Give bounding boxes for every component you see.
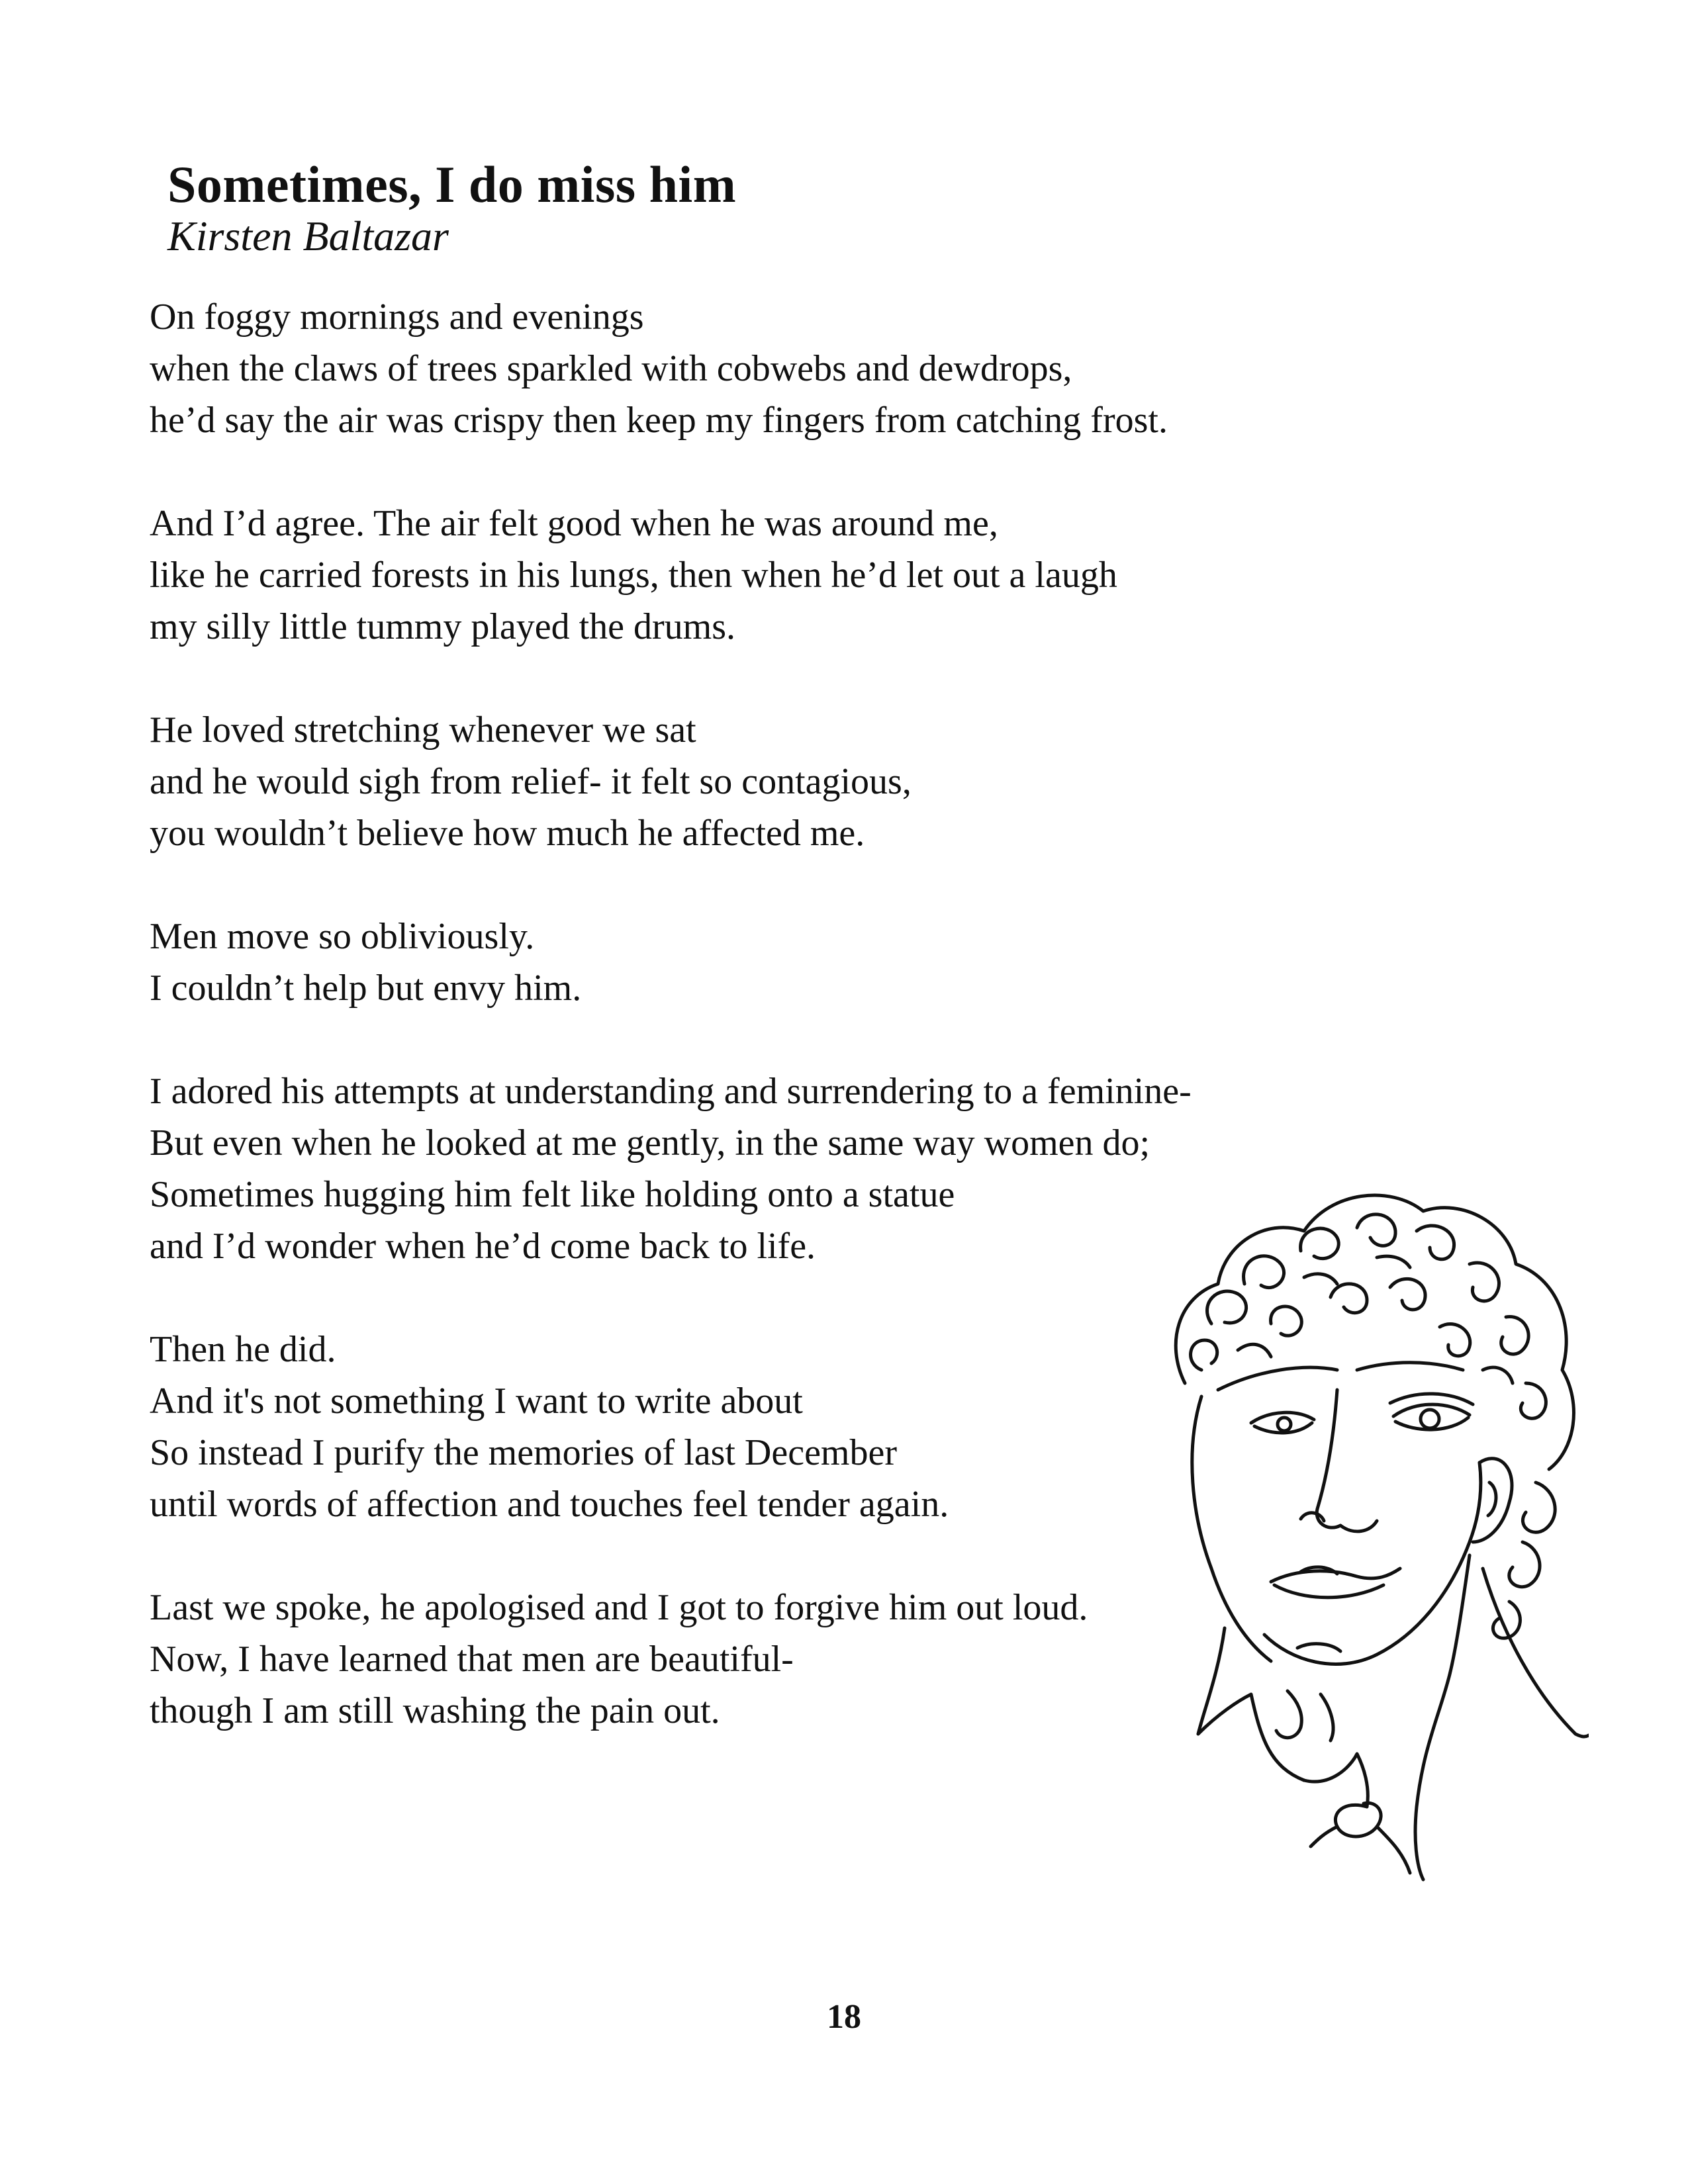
- stanza-3: [150, 704, 1407, 859]
- poem-line: when the claws of trees sparkled with cobwebs and dewdrops,: [150, 348, 1072, 389]
- poem-line: you wouldn’t believe how much he affected me.: [150, 813, 865, 854]
- poem-line: like he carried forests in his lungs, then when he’d let out a laugh: [150, 555, 1117, 596]
- poem-line: he’d say the air was crispy then keep my fingers from catching frost.: [150, 400, 1168, 441]
- poem-line: But even when he looked at me gently, in the same way women do;: [150, 1122, 1150, 1163]
- poem-line: my silly little tummy played the drums.: [150, 606, 736, 647]
- poem-author: Kirsten Baltazar: [167, 212, 449, 259]
- stanza-2: [150, 498, 1407, 653]
- poem-line: until words of affection and touches feel tender again.: [150, 1484, 949, 1525]
- page-number: 18: [827, 1998, 861, 2036]
- poem-line: I couldn’t help but envy him.: [150, 968, 582, 1009]
- poem-line: Now, I have learned that men are beautiful-: [150, 1639, 794, 1680]
- poem-line: I adored his attempts at understanding and surrendering to a feminine-: [150, 1071, 1192, 1112]
- stanza-4: [150, 911, 1407, 1014]
- poem-line: He loved stretching whenever we sat: [150, 709, 696, 751]
- poem-line: Sometimes hugging him felt like holding onto a statue: [150, 1174, 955, 1215]
- poem-line: Then he did.: [150, 1329, 336, 1370]
- poem-line: And it's not something I want to write about: [150, 1381, 803, 1422]
- poem-line: Men move so obliviously.: [150, 916, 535, 957]
- poem-line: Last we spoke, he apologised and I got to forgive him out loud.: [150, 1587, 1088, 1628]
- poem-line: So instead I purify the memories of last December: [150, 1432, 897, 1473]
- poem-title: Sometimes, I do miss him: [167, 156, 737, 213]
- poem-line: and he would sigh from relief- it felt so contagious,: [150, 761, 912, 802]
- poem-line: though I am still washing the pain out.: [150, 1690, 720, 1731]
- poem-line: And I’d agree. The air felt good when he was around me,: [150, 503, 998, 544]
- poem-line: and I’d wonder when he’d come back to life.: [150, 1226, 816, 1267]
- stanza-1: [150, 291, 1407, 446]
- poem-line: On foggy mornings and evenings: [150, 296, 644, 338]
- statue-head-line-drawing-icon: [1139, 1171, 1589, 1886]
